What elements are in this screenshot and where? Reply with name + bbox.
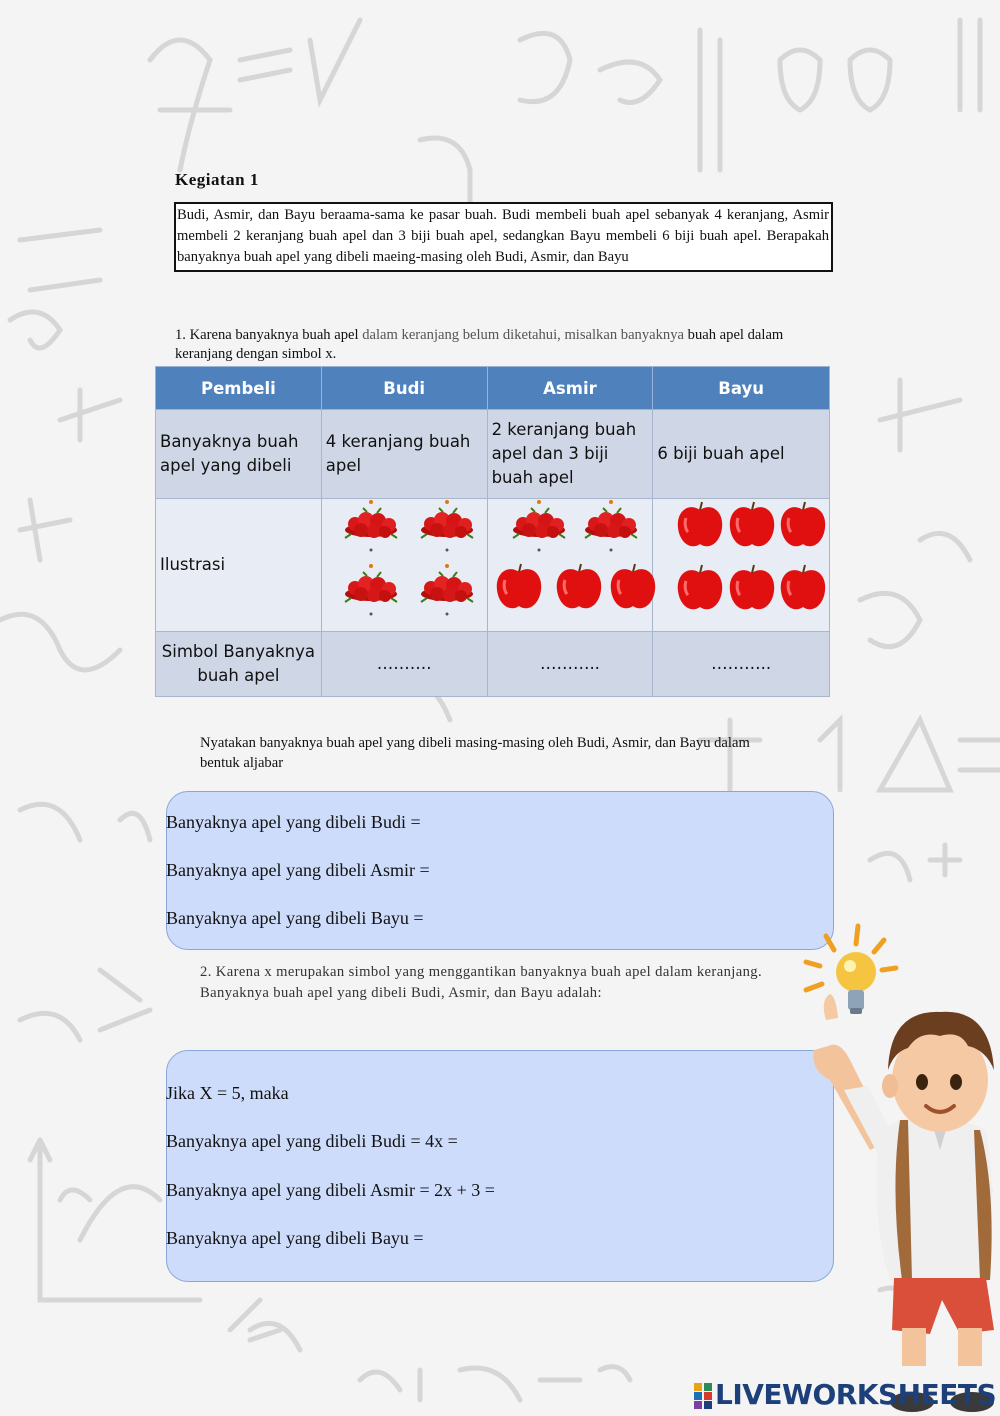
asmir-basket-1 bbox=[513, 500, 565, 552]
cell-budi-quantity: 4 keranjang buah apel bbox=[321, 410, 487, 499]
cell-asmir-quantity: 2 keranjang buah apel dan 3 biji buah apel bbox=[487, 410, 653, 499]
table-row-quantity bbox=[156, 410, 830, 499]
step-1-number: 1. bbox=[175, 327, 186, 343]
student-character-illustration bbox=[790, 990, 1000, 1416]
step-2-text: 2. Karena x merupakan simbol yang menggantikan banyaknya buah apel dalam keranjang. Banyaknya buah apel yang dibeli Budi, Asmir, dan Bayu adalah: bbox=[200, 964, 763, 1001]
header-bayu: Bayu bbox=[653, 367, 830, 410]
substitution-line-bayu[interactable]: Banyaknya apel yang dibeli Bayu = bbox=[166, 1228, 424, 1248]
bayu-apple-5 bbox=[730, 565, 774, 609]
header-asmir: Asmir bbox=[487, 367, 653, 410]
step-1-part-a: Karena banyaknya buah apel bbox=[185, 327, 359, 343]
liveworksheets-logo bbox=[694, 1378, 996, 1411]
liveworksheets-logo-text: LIVEWORKSHEETS bbox=[715, 1378, 997, 1411]
liveworksheets-logo-icon bbox=[694, 1383, 712, 1409]
row-label-symbol: Simbol Banyaknya buah apel bbox=[156, 632, 322, 697]
step-1-part-b: dalam keranjang belum diketahui, misalkan banyaknya bbox=[358, 327, 684, 343]
cell-asmir-symbol-blank[interactable]: ……….. bbox=[487, 632, 653, 697]
row-label-illustration: Ilustrasi bbox=[156, 499, 322, 632]
cell-bayu-quantity: 6 biji buah apel bbox=[653, 410, 830, 499]
budi-basket-4 bbox=[421, 564, 473, 616]
row-label-quantity: Banyaknya buah apel yang dibeli bbox=[156, 410, 322, 499]
bayu-apple-4 bbox=[678, 565, 722, 609]
illustration-layer bbox=[155, 496, 830, 630]
table-row-symbol bbox=[156, 632, 830, 697]
asmir-basket-2 bbox=[585, 500, 637, 552]
bayu-apple-2 bbox=[730, 502, 774, 546]
story-problem-box: Budi, Asmir, dan Bayu beraama-sama ke pasar buah. Budi membeli buah apel sebanyak 4 keranjang, Asmir membeli 2 keranjang buah apel dan 3 biji buah apel, sedangkan Bayu membeli 6 biji buah apel. Berapakah banyaknya buah apel yang dibeli maeing-masing oleh Budi, Asmir, dan Bayu bbox=[174, 202, 833, 272]
step-1-text bbox=[175, 326, 825, 364]
answer-line-asmir[interactable]: Banyaknya apel yang dibeli Asmir = bbox=[166, 860, 430, 880]
asmir-apple-2 bbox=[557, 564, 601, 608]
asmir-apple-1 bbox=[497, 564, 541, 608]
budi-basket-1 bbox=[345, 500, 397, 552]
answer-line-bayu[interactable]: Banyaknya apel yang dibeli Bayu = bbox=[166, 908, 424, 928]
instruction-text: Nyatakan banyaknya buah apel yang dibeli masing-masing oleh Budi, Asmir, dan Bayu dalam bentuk aljabar bbox=[200, 735, 750, 771]
table-header-row bbox=[156, 367, 830, 410]
header-budi: Budi bbox=[321, 367, 487, 410]
substitution-condition: Jika X = 5, maka bbox=[166, 1083, 289, 1103]
bayu-apple-3 bbox=[781, 502, 825, 546]
substitution-line-budi[interactable]: Banyaknya apel yang dibeli Budi = 4x = bbox=[166, 1131, 458, 1151]
bayu-apple-6 bbox=[781, 565, 825, 609]
cell-budi-symbol-blank[interactable]: ………. bbox=[321, 632, 487, 697]
budi-basket-2 bbox=[421, 500, 473, 552]
activity-title: Kegiatan 1 bbox=[175, 170, 259, 189]
cell-bayu-symbol-blank[interactable]: ……….. bbox=[653, 632, 830, 697]
bayu-apple-1 bbox=[678, 502, 722, 546]
substitution-line-asmir[interactable]: Banyaknya apel yang dibeli Asmir = 2x + 3 = bbox=[166, 1180, 495, 1200]
header-pembeli: Pembeli bbox=[156, 367, 322, 410]
budi-basket-3 bbox=[345, 564, 397, 616]
answer-line-budi[interactable]: Banyaknya apel yang dibeli Budi = bbox=[166, 812, 421, 832]
asmir-apple-3 bbox=[611, 564, 655, 608]
step-1-part-c: buah apel dalam keranjang dengan simbol x. bbox=[175, 327, 784, 362]
